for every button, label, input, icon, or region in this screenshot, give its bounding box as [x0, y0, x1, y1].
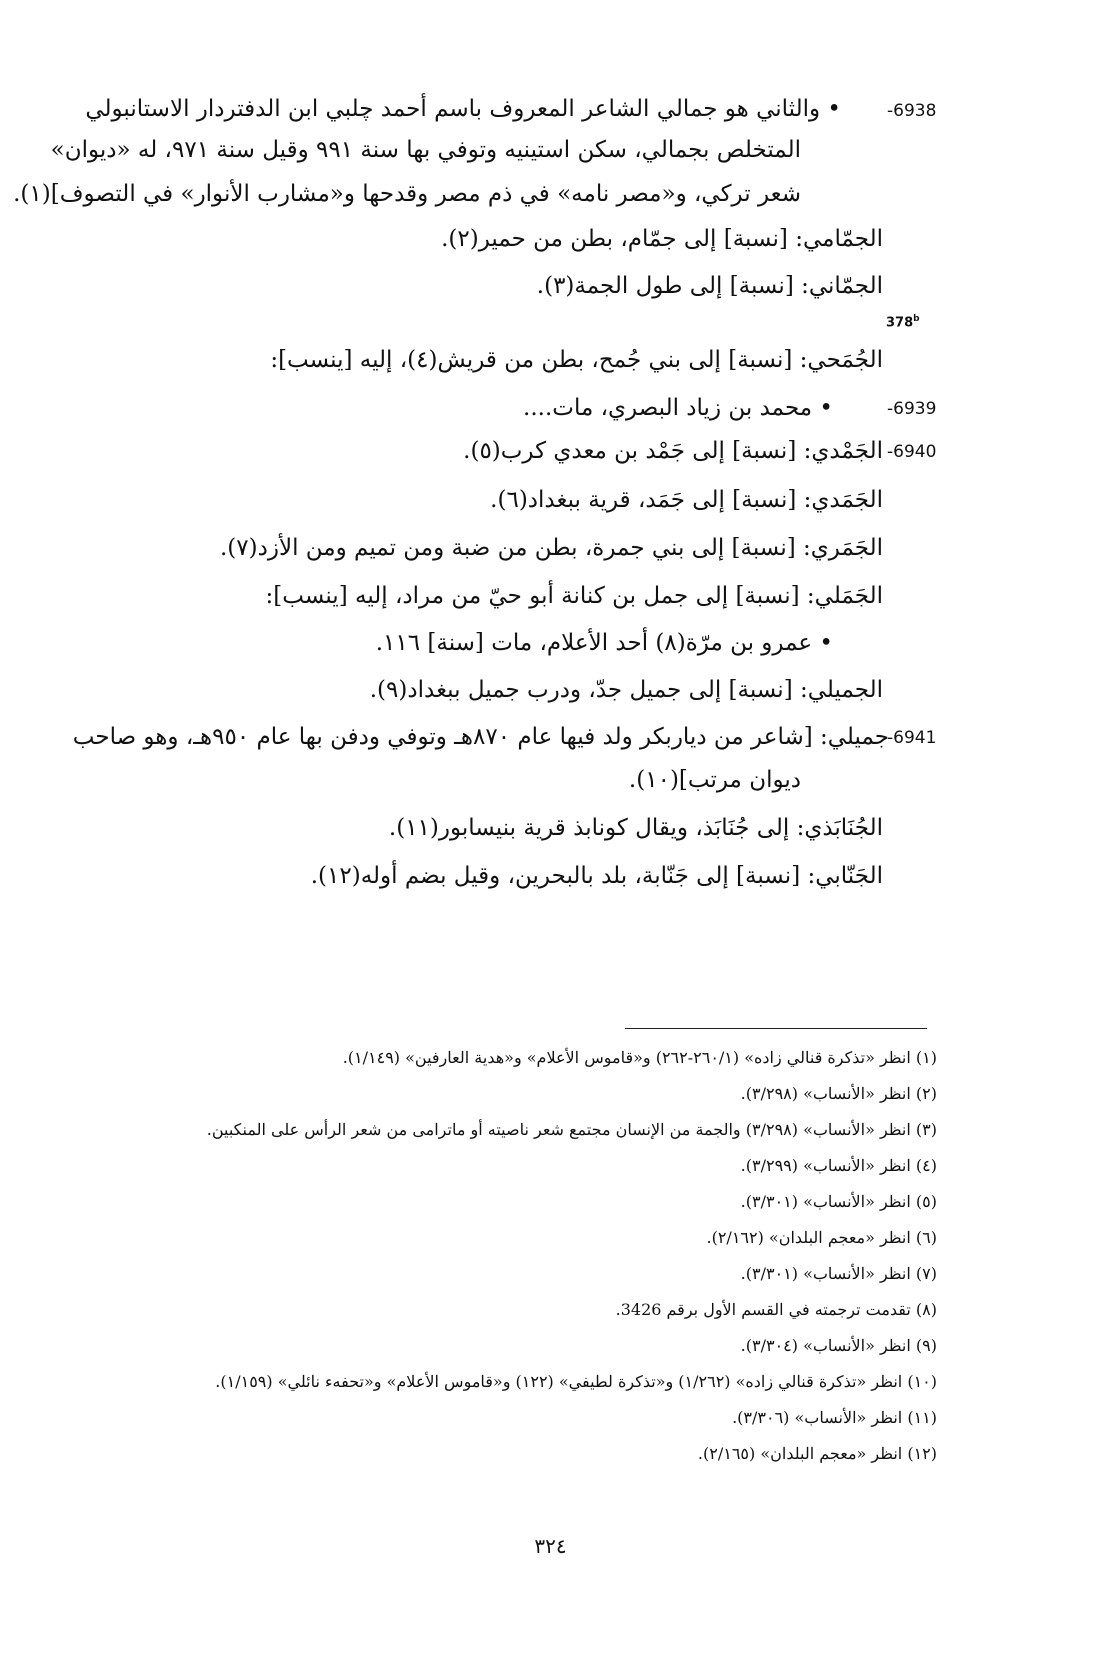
- entry-number: -6939: [887, 399, 937, 419]
- entry-line: • عمرو بن مرّة(٨) أحد الأعلام، مات [سنة] ١١٦.: [375, 630, 833, 656]
- entry-heading: الجَمْدي: [نسبة] إلى جَمْد بن معدي كرب(٥).: [463, 438, 883, 464]
- entry-heading: الجميلي: [نسبة] إلى جميل جدّ، ودرب جميل ببغداد(٩).: [369, 677, 883, 703]
- page-number: ٣٢٤: [534, 1534, 567, 1558]
- entry-number: -6938: [887, 101, 937, 121]
- entry-line: شعر تركي، و«مصر نامه» في ذم مصر وقدحها و«مشارب الأنوار» في التصوف](١).: [13, 181, 801, 207]
- manuscript-folio-marker: 378$^b$: [886, 314, 920, 331]
- entry-heading: الجَمَدي: [نسبة] إلى جَمَد، قرية ببغداد(٦).: [490, 487, 883, 513]
- entry-heading: الجَمَلي: [نسبة] إلى جمل بن كنانة أبو حيّ من مراد، إليه [ينسب]:: [265, 583, 883, 609]
- footnote: (١) انظر «تذكرة قنالي زاده» (٢٦٠/١-٢٦٢) و«قاموس الأعلام» و«هدية العارفين» (١/١٤٩).: [342, 1048, 937, 1067]
- entry-heading: الجُنَابَذي: إلى جُنَابَذ، ويقال كونابذ قرية بنيسابور(١١).: [388, 815, 883, 841]
- footnote: (٢) انظر «الأنساب» (٣/٢٩٨).: [740, 1084, 937, 1103]
- footnote: (٦) انظر «معجم البلدان» (٢/١٦٢).: [706, 1228, 937, 1247]
- footnote-separator: [625, 1028, 927, 1029]
- footnote: (٨) تقدمت ترجمته في القسم الأول برقم 3426.: [615, 1300, 937, 1319]
- footnote: (٣) انظر «الأنساب» (٣/٢٩٨) والجمة من الإنسان مجتمع شعر ناصيته أو ماترامى من شعر الرأس على المنكبين.: [206, 1120, 937, 1139]
- entry-number: -6940: [887, 442, 937, 462]
- entry-line: ديوان مرتب](١٠).: [628, 767, 801, 793]
- entry-line: • محمد بن زياد البصري، مات....: [523, 395, 833, 421]
- entry-heading: الجُمَحي: [نسبة] إلى بني جُمح، بطن من قريش(٤)، إليه [ينسب]:: [270, 347, 883, 373]
- footnote: (١٢) انظر «معجم البلدان» (٢/١٦٥).: [697, 1444, 937, 1463]
- entry-heading: الجَمَري: [نسبة] إلى بني جمرة، بطن من ضبة ومن تميم ومن الأزد(٧).: [219, 535, 883, 561]
- footnote: (٥) انظر «الأنساب» (٣/٣٠١).: [740, 1192, 937, 1211]
- entry-heading: الجمّاني: [نسبة] إلى طول الجمة(٣).: [536, 273, 883, 299]
- entry-heading: الجَنّابي: [نسبة] إلى جَنّابة، بلد بالبحرين، وقيل بضم أوله(١٢).: [310, 863, 883, 889]
- footnote: (١١) انظر «الأنساب» (٣/٣٠٦).: [732, 1408, 937, 1427]
- footnote: (٩) انظر «الأنساب» (٣/٣٠٤).: [740, 1336, 937, 1355]
- footnote: (٤) انظر «الأنساب» (٣/٢٩٩).: [740, 1156, 937, 1175]
- entry-heading: الجمّامي: [نسبة] إلى جمّام، بطن من حمير(٢).: [441, 226, 883, 252]
- footnote: (٧) انظر «الأنساب» (٣/٣٠١).: [740, 1264, 937, 1283]
- entry-line: جميلي: [شاعر من دياربكر ولد فيها عام ٨٧٠هـ وتوفي ودفن بها عام ٩٥٠هـ، وهو صاحب: [72, 724, 889, 750]
- entry-number: -6941: [887, 728, 937, 748]
- footnote: (١٠) انظر «تذكرة قنالي زاده» (١/٢٦٢) و«تذكرة لطيفي» (١٢٢) و«قاموس الأعلام» و«تحفهء نائلي» (١/١٥٩).: [215, 1372, 937, 1391]
- entry-line: المتخلص بجمالي، سكن استينيه وتوفي بها سنة ٩٩١ وقيل سنة ٩٧١، له «ديوان»: [50, 137, 801, 163]
- entry-line: • والثاني هو جمالي الشاعر المعروف باسم أحمد چلبي ابن الدفتردار الاستانبولي: [85, 96, 841, 122]
